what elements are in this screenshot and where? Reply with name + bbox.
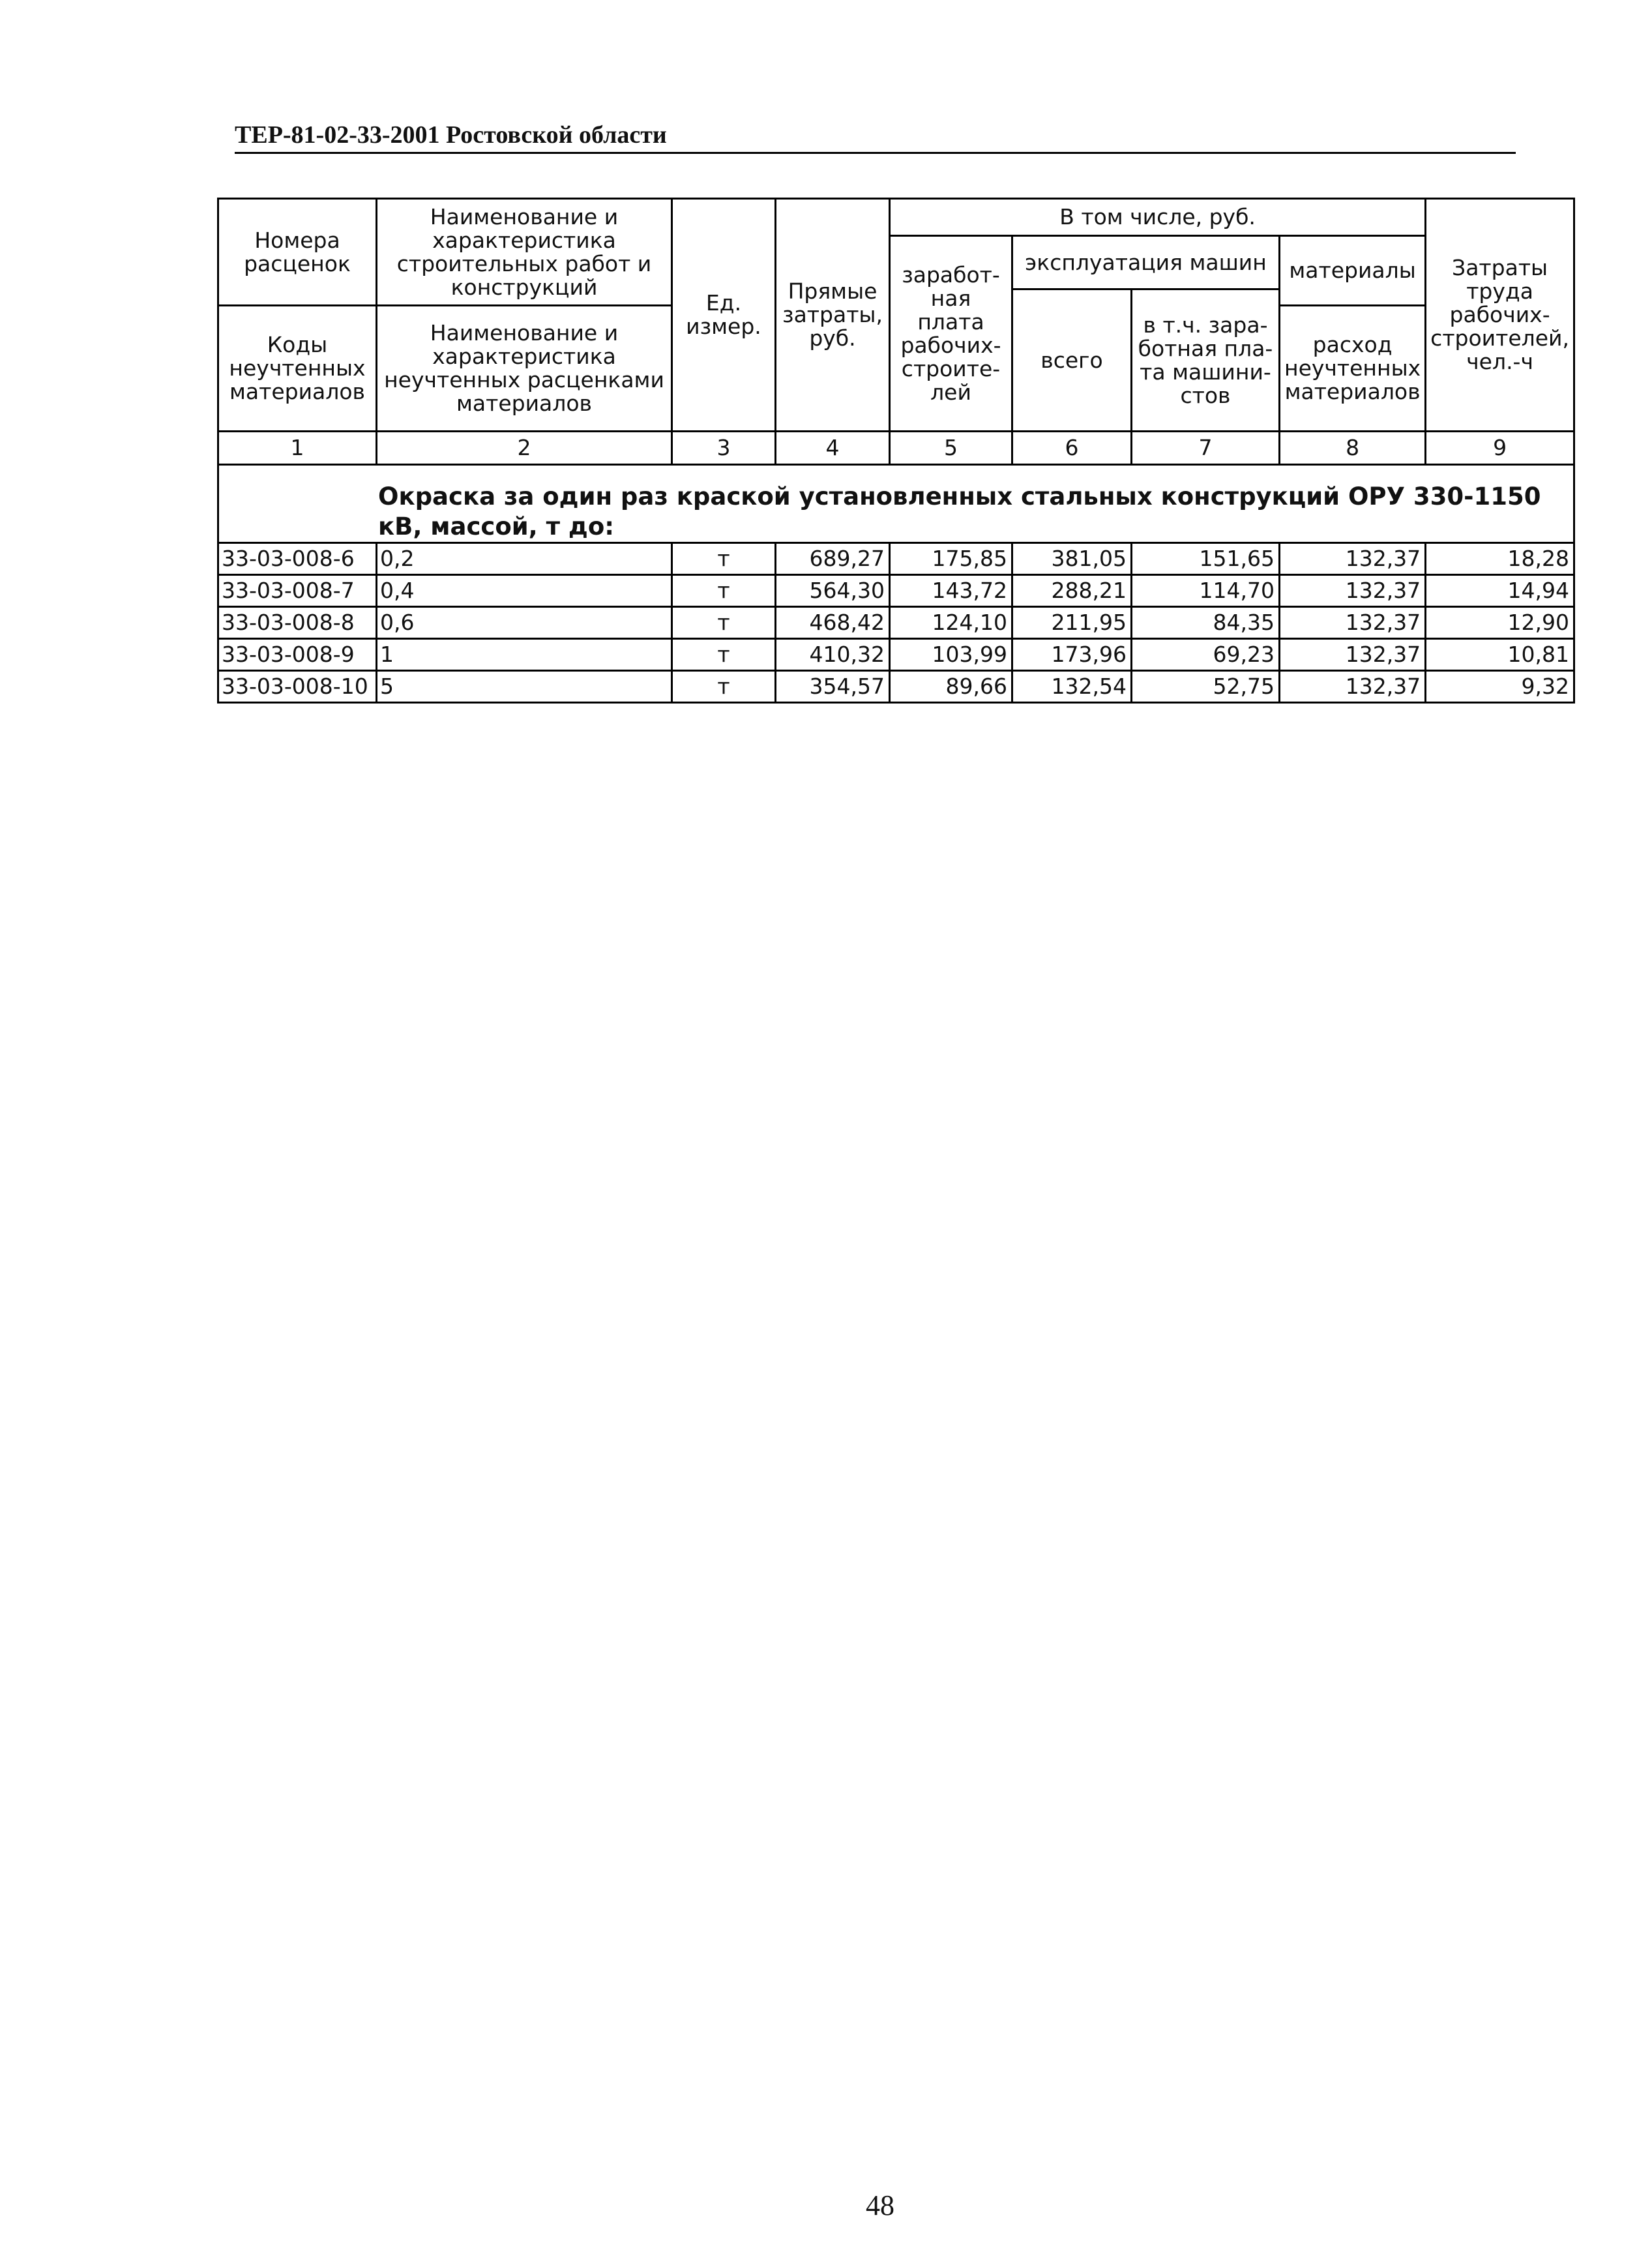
labor-cell: 9,32	[1426, 671, 1574, 703]
header-row-1	[218, 199, 1574, 236]
document-header: ТЕР-81-02-33-2001 Ростовской области	[235, 119, 1516, 154]
column-number: 7	[1132, 432, 1280, 465]
machinist-wages-cell: 69,23	[1132, 639, 1280, 671]
section-cell	[218, 465, 1574, 543]
header-material-codes: Коды неучтенных материалов	[218, 306, 377, 432]
column-number: 3	[672, 432, 776, 465]
direct-costs-cell: 689,27	[776, 543, 890, 575]
header-materials: материалы	[1280, 236, 1426, 306]
unit-cell: т	[672, 575, 776, 607]
header-material-consumption: расход неучтенных материалов	[1280, 306, 1426, 432]
wages-cell: 103,99	[890, 639, 1012, 671]
header-labor-costs: Затраты труда рабочих-строителей, чел.-ч	[1426, 199, 1574, 432]
column-number: 6	[1012, 432, 1132, 465]
column-number: 1	[218, 432, 377, 465]
column-number: 4	[776, 432, 890, 465]
unit-cell: т	[672, 607, 776, 639]
rate-name: 0,4	[377, 575, 672, 607]
section-title: Окраска за один раз краской установленных стальных конструкций ОРУ 330-1150 кВ, массой, т до:	[378, 482, 1541, 541]
wages-cell: 175,85	[890, 543, 1012, 575]
header-machines-total: всего	[1012, 289, 1132, 432]
unit-cell: т	[672, 543, 776, 575]
header-wages: заработ-ная плата рабочих-строите-лей	[890, 236, 1012, 432]
header-machinist-wages: в т.ч. зара-ботная пла-та машини-стов	[1132, 289, 1280, 432]
unit-cell: т	[672, 639, 776, 671]
wages-cell: 124,10	[890, 607, 1012, 639]
page-number: 48	[866, 2189, 894, 2221]
machines-total-cell: 381,05	[1012, 543, 1132, 575]
header-rate-numbers: Номера расценок	[218, 199, 377, 306]
column-number: 2	[377, 432, 672, 465]
machinist-wages-cell: 114,70	[1132, 575, 1280, 607]
machinist-wages-cell: 52,75	[1132, 671, 1280, 703]
labor-cell: 10,81	[1426, 639, 1574, 671]
materials-cell: 132,37	[1280, 639, 1426, 671]
machines-total-cell: 211,95	[1012, 607, 1132, 639]
machines-total-cell: 173,96	[1012, 639, 1132, 671]
rate-name: 5	[377, 671, 672, 703]
header-unit: Ед. измер.	[672, 199, 776, 432]
header-including: В том числе, руб.	[890, 199, 1426, 236]
machines-total-cell: 288,21	[1012, 575, 1132, 607]
rate-code: 33-03-008-9	[218, 639, 377, 671]
column-number: 5	[890, 432, 1012, 465]
materials-cell: 132,37	[1280, 575, 1426, 607]
materials-cell: 132,37	[1280, 671, 1426, 703]
header-work-name: Наименование и характеристика строительных работ и конструкций	[377, 199, 672, 306]
table-row	[218, 575, 1574, 607]
unit-cell: т	[672, 671, 776, 703]
rate-code: 33-03-008-7	[218, 575, 377, 607]
column-number: 8	[1280, 432, 1426, 465]
table-row	[218, 607, 1574, 639]
materials-cell: 132,37	[1280, 607, 1426, 639]
rates-table	[217, 198, 1575, 704]
rate-code: 33-03-008-6	[218, 543, 377, 575]
column-numbers-row	[218, 432, 1574, 465]
header-direct-costs: Прямые затраты, руб.	[776, 199, 890, 432]
rate-name: 0,2	[377, 543, 672, 575]
rate-code: 33-03-008-8	[218, 607, 377, 639]
direct-costs-cell: 468,42	[776, 607, 890, 639]
table-row	[218, 543, 1574, 575]
table-row	[218, 671, 1574, 703]
rate-code: 33-03-008-10	[218, 671, 377, 703]
header-machine-operation: эксплуатация машин	[1012, 236, 1280, 289]
section-row	[218, 465, 1574, 543]
header-material-name: Наименование и характеристика неучтенных расценками материалов	[377, 306, 672, 432]
machines-total-cell: 132,54	[1012, 671, 1132, 703]
rate-name: 0,6	[377, 607, 672, 639]
labor-cell: 14,94	[1426, 575, 1574, 607]
labor-cell: 18,28	[1426, 543, 1574, 575]
column-number: 9	[1426, 432, 1574, 465]
rate-name: 1	[377, 639, 672, 671]
materials-cell: 132,37	[1280, 543, 1426, 575]
machinist-wages-cell: 151,65	[1132, 543, 1280, 575]
machinist-wages-cell: 84,35	[1132, 607, 1280, 639]
direct-costs-cell: 410,32	[776, 639, 890, 671]
wages-cell: 143,72	[890, 575, 1012, 607]
table-row	[218, 639, 1574, 671]
direct-costs-cell: 354,57	[776, 671, 890, 703]
wages-cell: 89,66	[890, 671, 1012, 703]
direct-costs-cell: 564,30	[776, 575, 890, 607]
labor-cell: 12,90	[1426, 607, 1574, 639]
